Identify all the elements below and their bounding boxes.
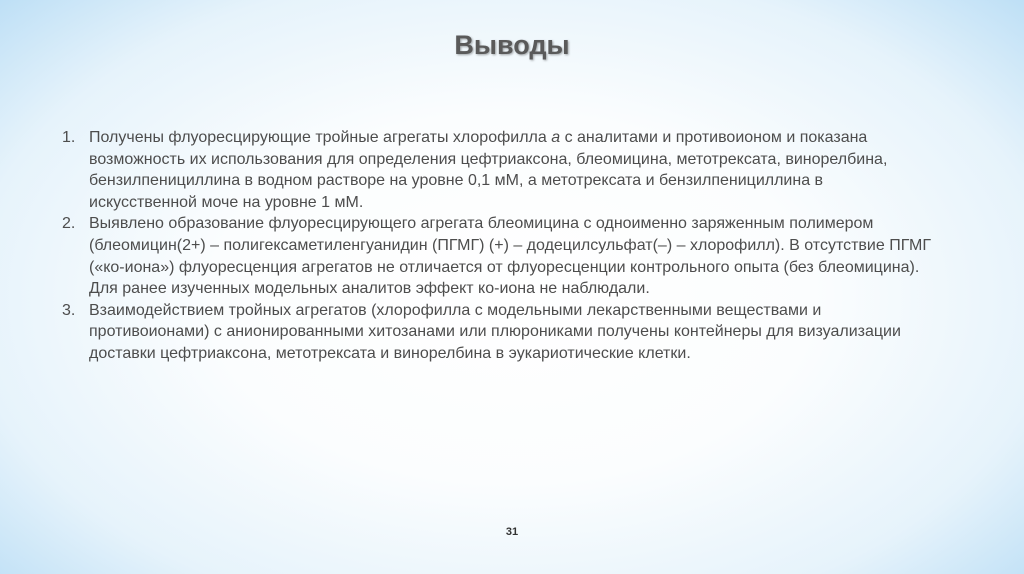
page-number: 31 — [505, 526, 519, 538]
list-item-text: с аналитами и противоионом и показана возможность их использования для определения цефтриаксона, блеомицина, метотрексата, винорелбина, бензилпенициллина в водном растворе на уровне 0,1 мМ, а метотрексата и бензилпенициллина в искусственной моче на уровне 1 мМ. — [89, 129, 888, 211]
list-item-text: Получены флуоресцирующие тройные агрегаты хлорофилла — [89, 129, 552, 146]
slide-title: Выводы — [454, 30, 570, 60]
list-item — [62, 213, 932, 299]
list-item-number: 3. — [62, 301, 76, 319]
list-item — [62, 127, 932, 213]
list-item-number: 1. — [62, 129, 76, 146]
list-item-italic-text: а — [551, 129, 561, 146]
list-item-text: Взаимодействием тройных агрегатов (хлорофилла с модельными лекарственными веществами и противоионами) с анионированными хитозанами или плюрониками получены контейнеры для визуализации доставки цефтриаксона, метотрексата и винорелбина в эукариотические клетки. — [89, 301, 901, 362]
list-item-text: Выявлено образование флуоресцирующего агрегата блеомицина с одноименно заряженным полимером (блеомицин(2+) – полигексаметиленгуанидин (ПГМГ) (+) – додецилсульфат(–) – хлорофилл). В отсутствие ПГМГ («ко-иона») флуоресценция агрегатов не отличается от флуоресценции контрольного опыта (без блеомицина). Для ранее изученных модельных аналитов эффект ко-иона не наблюдали. — [89, 215, 931, 298]
list-item — [62, 300, 932, 365]
list-item-number: 2. — [62, 215, 76, 233]
conclusions-list — [62, 127, 932, 365]
